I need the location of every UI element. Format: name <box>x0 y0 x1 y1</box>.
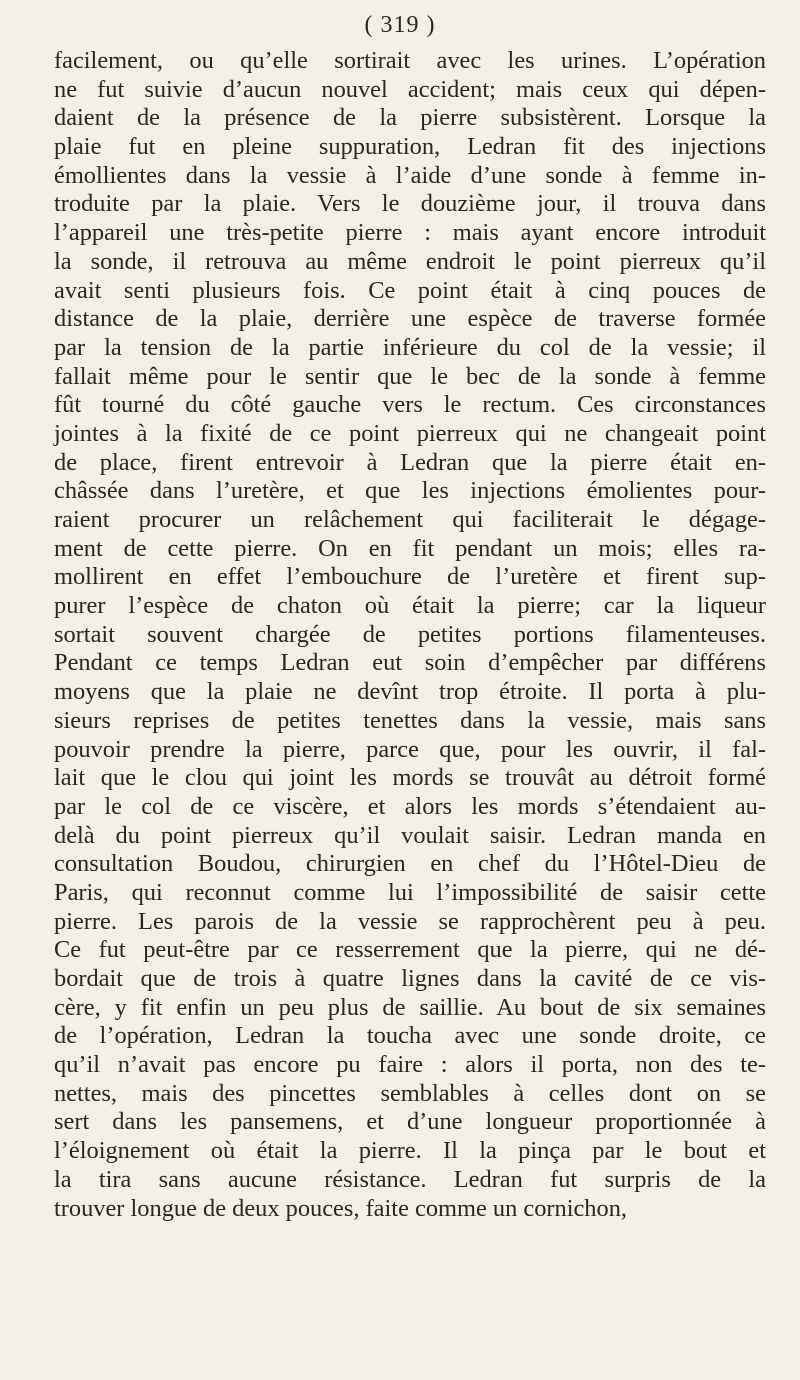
page-number: ( 319 ) <box>364 12 436 38</box>
text-line: fallait même pour le sentir que le bec de la sonde à femme <box>54 362 766 390</box>
text-line: ment de cette pierre. On en fit pendant un mois; elles ra- <box>54 534 766 562</box>
text-line: mollirent en effet l’embouchure de l’uretère et firent sup- <box>54 563 766 591</box>
text-line: la tira sans aucune résistance. Ledran fut surpris de la <box>54 1165 766 1193</box>
text-line: sert dans les pansemens, et d’une longueur proportionnée à <box>54 1108 766 1136</box>
text-line: bordait que de trois à quatre lignes dans la cavité de ce vis- <box>54 965 766 992</box>
text-line: purer l’espèce de chaton où était la pierre; car la liqueur <box>54 592 766 620</box>
text-line: par le col de ce viscère, et alors les mords s’étendaient au- <box>54 792 766 820</box>
text-line: Pendant ce temps Ledran eut soin d’empêcher par différens <box>54 649 766 677</box>
text-line: consultation Boudou, chirurgien en chef du l’Hôtel-Dieu de <box>54 850 766 878</box>
text-line: trouver longue de deux pouces, faite comme un cornichon, <box>54 1194 627 1222</box>
text-line: l’appareil une très-petite pierre : mais ayant encore introduit <box>54 219 766 247</box>
text-line: avait senti plusieurs fois. Ce point était à cinq pouces de <box>54 276 766 304</box>
text-line: jointes à la fixité de ce point pierreux qui ne changeait point <box>54 419 766 447</box>
text-line: facilement, ou qu’elle sortirait avec les urines. L’opération <box>54 47 766 74</box>
text-line: l’éloignement où était la pierre. Il la pinça par le bout et <box>54 1137 766 1165</box>
text-line: de place, firent entrevoir à Ledran que la pierre était en- <box>54 448 766 476</box>
text-line: de l’opération, Ledran la toucha avec une sonde droite, ce <box>54 1022 766 1050</box>
text-line: troduite par la plaie. Vers le douzième jour, il trouva dans <box>54 190 766 218</box>
text-line: Paris, qui reconnut comme lui l’impossibilité de saisir cette <box>54 878 766 906</box>
text-line: pierre. Les parois de la vessie se rapprochèrent peu à peu. <box>54 907 766 935</box>
text-line: pouvoir prendre la pierre, parce que, pour les ouvrir, il fal- <box>54 735 766 763</box>
text-line: sieurs reprises de petites tenettes dans la vessie, mais sans <box>54 706 766 734</box>
text-line: distance de la plaie, derrière une espèce de traverse formée <box>54 305 766 333</box>
text-line: delà du point pierreux qu’il voulait saisir. Ledran manda en <box>54 821 766 849</box>
text-line: par la tension de la partie inférieure du col de la vessie; il <box>54 333 766 361</box>
text-line: daient de la présence de la pierre subsistèrent. Lorsque la <box>54 104 766 132</box>
text-line: lait que le clou qui joint les mords se trouvât au détroit formé <box>54 764 766 792</box>
text-line: moyens que la plaie ne devînt trop étroite. Il porta à plu- <box>54 678 766 706</box>
text-line: sortait souvent chargée de petites portions filamenteuses. <box>54 620 766 648</box>
text-line: émollientes dans la vessie à l’aide d’une sonde à femme in- <box>54 161 766 189</box>
text-line: qu’il n’avait pas encore pu faire : alors il porta, non des te- <box>54 1051 766 1079</box>
text-line: Ce fut peut-être par ce resserrement que la pierre, qui ne dé- <box>54 936 766 964</box>
text-line: raient procurer un relâchement qui faciliterait le dégage- <box>54 506 766 533</box>
body-text <box>54 47 766 1223</box>
text-line: ne fut suivie d’aucun nouvel accident; mais ceux qui dépen- <box>54 75 766 103</box>
text-line: la sonde, il retrouva au même endroit le point pierreux qu’il <box>54 247 766 275</box>
text-line: fût tourné du côté gauche vers le rectum. Ces circonstances <box>54 391 766 419</box>
text-line: châssée dans l’uretère, et que les injections émolientes pour- <box>54 477 766 505</box>
text-line: cère, y fit enfin un peu plus de saillie. Au bout de six semaines <box>54 993 766 1021</box>
text-line: plaie fut en pleine suppuration, Ledran fit des injections <box>54 133 766 161</box>
text-line: nettes, mais des pincettes semblables à celles dont on se <box>54 1079 766 1107</box>
